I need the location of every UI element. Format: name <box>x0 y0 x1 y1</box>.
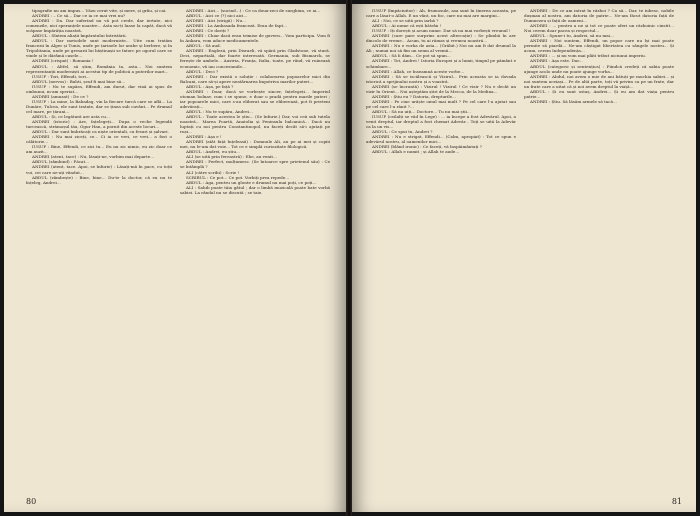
dialogue-paragraph: ANDREI : Știu eu ? Datoria, drepturile... <box>372 93 456 99</box>
dialogue-paragraph: ANDREI : Știu. Să lăsăm armele să tacă... <box>530 98 617 104</box>
dialogue-paragraph: ANDREI (crispat) : Romania ! <box>32 58 94 64</box>
dialogue-paragraph: ANDREI : Da. Dar suferind nu vă pot crede, dar iertate, nici comenzile, nici speranțele noastre... Asta nu-ți luase la capăt, dacă vă scăpase împărăția noastră. <box>26 18 172 34</box>
dialogue-paragraph: ABDUL : Dar metodele sunt moderniste... Uite cum tratăm francezii în Alger și Tunis, unde pe țarinele lor arabe și berbere, și în Tripolitania, unde pe gresarii lui băștinașii se întorc pe ogorul care se vinde și le dărâmă casele... <box>26 38 172 59</box>
dialogue-paragraph: IUSUF : Bine, Effendi, ce zici tu... Eu nu zic nimic, eu zic doar ce am auzit... <box>26 144 172 155</box>
dialogue-paragraph: ALI : Sahib poate tăia gâtul ; dar o limbă muzicală poate bate vorbă sabiei. La rândul nu se discută ; se taie. <box>180 184 330 195</box>
dialogue-paragraph: IUSUF : Iți dorești și acum nume. Dar să nu mai vorbești vreunul ! <box>372 28 511 34</box>
left-page-column-2 <box>180 8 330 486</box>
dialogue-paragraph: ANDREI : Nu e strigat, Effendi... (Calm, apropiat) : Tot ce spun e adevărul nostru, al oamenilor mici... <box>366 134 516 145</box>
dialogue-paragraph: ABDUL : Să nu uiți... Doctore... Tu nu mai știi... <box>372 108 471 114</box>
dialogue-paragraph: ANDREI : Să se iscălească și Vizirul... Prin aceasta se ia dovada istorică a sprijinului nostru și a voastră. <box>366 73 516 84</box>
dialogue-paragraph: ABDUL : Să aud. <box>186 43 221 49</box>
dialogue-paragraph: ABDUL : Ce spui tu, Andrei ? <box>372 129 433 135</box>
dialogue-paragraph: ABDUL (categoric și sentențios) : Fiindcă credeți că sabia poate ajunge acolo unde nu poate ajunge vorba... <box>524 63 674 74</box>
dialogue-paragraph: ANDREI (atent, tace. Apoi, se înfurie) : Lăsați-mă în pace, cu toții voi, cei care ne-ați vândut... <box>26 164 172 175</box>
dialogue-paragraph: ANDREI (atât față înțeleasă) : Domnule Ali, au pe ai mei și copiii mei, nu le-am dat voie... Tot ce e simplă curiozitate filologică. <box>180 139 330 150</box>
left-page <box>4 4 346 512</box>
dialogue-paragraph: ANDREI : Așa este. Dar... <box>530 58 583 64</box>
dialogue-paragraph: ABDUL : Sîntem aliații împăratului întristării. <box>32 33 127 39</box>
left-page-column-1 <box>26 8 172 486</box>
dialogue-paragraph: ANDREI (blând ironic) : Ce faceți, vă înspăimântați ? <box>372 144 482 150</box>
dialogue-paragraph: ABDUL : Deci ? <box>186 68 219 74</box>
dialogue-paragraph: ANDREI : Așa e ! <box>186 134 222 140</box>
dialogue-paragraph: ALI : Noi, ce se uită prin iarbă ? <box>372 18 439 24</box>
dialogue-paragraph: ANDREI (care pare surprins acest altercație) : Se plimbă în aer dincolo de vreme... Acum, tu ai rămas și vremea noastră... <box>366 33 516 44</box>
dialogue-paragraph: ABDUL : Ai nume că ești bătrân ! <box>372 23 442 29</box>
dialogue-paragraph: ABDUL (zâmbind) : Păcat... <box>32 159 90 165</box>
dialogue-paragraph: IUSUF : La mine, la Babadag, vin la fiecare turcă care se află... La Dunăre, Tulcea, ele sunt tratate, dar se ținea sub cuvânt... Pe drumul cel mare, pe țărani... <box>26 98 172 114</box>
dialogue-paragraph: ANDREI (amuzat) : De ce ? <box>32 93 89 99</box>
dialogue-paragraph: ABDUL : Aici ce (?) nici aici... <box>186 13 248 19</box>
dialogue-paragraph: ANDREI : Noi suntem, Effendi, un popor care nu își mai poate permite să piardă... Ne-am câștigat libertatea cu sângele nostru... Și acum, cerem Independența... <box>524 38 674 54</box>
dialogue-paragraph: SCRIBUL : Ce pot... Ce pot. Vorbiți prea repede... <box>186 174 290 180</box>
dialogue-paragraph: ALI (către scribi) : Scrie ! <box>186 169 240 175</box>
dialogue-paragraph: ANDREI : ... și nu vom mai plăti tribut niciunui imperiu. <box>530 53 647 59</box>
dialogue-paragraph: ANDREI : Aici... (sucind...) : Ce ca doua-zeci de surghiun, ce ai... <box>186 8 321 13</box>
right-page-number: 81 <box>671 497 682 506</box>
dialogue-paragraph: ANDREI : De ce am intrat în război ? Ca să... Dar, te iubesc, nobile dușman al nostru, am datoria de patrie... Ne-am făcut datoria față de Dumnezeu și față de oameni... <box>524 8 674 24</box>
dialogue-paragraph: ABDUL : Așa, pe față ? <box>186 83 234 89</box>
right-page-column-1 <box>366 8 516 486</box>
dialogue-paragraph: IUSUF (ceilalți se văd în Lege) : ... ia începe a fost Adevărul. Apoi, a venit dreptul, iar dreptul a fost chemat Adevăr... Toți se uită la Adevăr ca la un vis... <box>366 113 516 130</box>
dialogue-paragraph: IUSUF : Nu te supăra, Effendi, am durut, dar vină ai spus de oinbunui, m-am speriat... <box>26 83 172 94</box>
dialogue-paragraph: ANDREI : Nu mai ziceți, ce... Ci ia ce vrei, ce vrei... a fost o călătorie... <box>26 134 172 145</box>
dialogue-paragraph: ABDUL : Și, ce legătură are asta cu... <box>32 113 110 119</box>
dialogue-paragraph: ABDUL : Andrei, eu știu... <box>186 149 240 155</box>
dialogue-paragraph: ABDUL (nervos) : Bahti, șeuf fi mai bine să... <box>32 78 126 84</box>
dialogue-paragraph: ANDREI : Ce doriți ? <box>186 28 230 34</box>
dialogue-paragraph: ABDUL : Să îi dăm... Ce pot să spun... <box>372 53 451 59</box>
dialogue-paragraph: ABDUL : Aga, pentru un glonte e drumul nu mai poți, ce poți... <box>186 179 317 185</box>
dialogue-paragraph: ANDREI : Allah, ce înseamnă aceste vorbe... <box>372 68 465 74</box>
dialogue-paragraph: ANDREI : Aici (strigă) : Nu... <box>186 18 247 24</box>
dialogue-paragraph: ABDUL (zâmbește) : Bine, bine... Du-te la doctor, că eu nu te înțeleg, Andrei... <box>26 174 172 185</box>
dialogue-paragraph: ANDREI : Nu e vorba de asta... (Grăbit.) Noi nu am fi dat drumul la Ali ; numai noi să fim un semn al vremii... <box>366 43 516 54</box>
dialogue-paragraph: ANDREI : ... pentru a ne și tot ce poate oferi un războinic cinstit... Noi cerem doar pacea și respectul... <box>524 23 674 34</box>
dialogue-paragraph: IUSUF (împăciuitor) : Ah, frumosule, asa sunt în ținerea aceasta, pe care a lăsat-o Allah. E un vânt, un foc, care nu mai are margini... <box>366 8 516 19</box>
dialogue-paragraph: ANDREI : Chiar dacă erau trimise de guvern... Vom participa. Vom fi în Ankara, vom aduce medicamentele. <box>180 33 330 44</box>
dialogue-paragraph: ABDUL : Și eu sunt ostaș, Andrei... Și eu am dat viața pentru patrie... <box>524 88 674 99</box>
dialogue-paragraph: ANDREI : Abdul, noi avem o mie de ani bătuți pe muchia sabiei... și noi suntem aceiași... Pe de altă parte, toți vă privim ca pe un frate, dar un frate care a uitat că și noi avem dreptul la viață... <box>524 73 674 89</box>
dialogue-paragraph: ANDREI : Englezii, prin Disraeli, vă spără prin Gladstone, vă stură. Deci, nepartială, dar foarte interesată. Germania, sub Bismarck, se ferește de ambele... Austria, Franța, Italia, toate, pe rând, vă ruinează economic, vă iau concesiunile... <box>180 48 330 69</box>
dialogue-paragraph: ANDREI : Pe cine urăște omul mai mult ? Pe cel care l-a ajutat sau pe cel care l-a rănit ?... <box>366 98 516 109</box>
dialogue-paragraph: ANDREI : La Ambasada franceză. Erau de fapt... <box>186 23 288 29</box>
dialogue-paragraph: ANDREI : Perfect, mulțumesc. (Se întoarce spre prietenul său) : Ce se întâmplă ? <box>180 159 330 170</box>
right-page-column-2 <box>524 8 674 486</box>
dialogue-paragraph: ANDREI : Tot, Andrei ! Istoria Europei și a lumii, timpul pe pământ e schimbare... <box>366 58 516 69</box>
dialogue-paragraph: ANDREI (atent, tace) : Nu, lăsați-ne, vorbim mai departe... <box>32 154 155 160</box>
dialogue-paragraph: ALI (se uită prin fereastră) : Ehe, au venit... <box>186 154 277 160</box>
dialogue-paragraph: ABDUL : Toate acestea le știu... (Se înfurie.) Dar, voi ceii sub tutela noastră... Marea Poartă, Anatolia și Peninsula balcanică... Dacă nu luptați cu noi pentru Constantinopol, nu faceți decât să-i ajutați pe ruși... <box>180 113 330 135</box>
dialogue-paragraph: ABDUL : Altfel, să știm, România ta, asta... Noi suntem reprezentanții moderniști ai acestui tip de politică a puterilor mari... <box>26 63 172 74</box>
right-page <box>352 4 696 512</box>
dialogue-paragraph: tipografie nu am impus... Văzu cerut vite, și mere, și grâu, și cai. <box>32 8 167 13</box>
dialogue-paragraph: ABDUL : Allah e numit ; și Allah te aude... <box>372 149 460 155</box>
dialogue-paragraph: ABDUL : Nu te supăra, Andrei... <box>186 108 253 114</box>
dialogue-paragraph: ANDREI (istoric) : Are, înțelegeți... Dupa o veche legendă turcească, strămoșul tău, Ogur Han, a pornit din aceste locuri... <box>26 119 172 130</box>
dialogue-paragraph: ANDREI (se încruntă) : Vizirul ! Vizirul ! Ce vizir ? Nu e decât un vizir în Orient... Noi așteptăm știri de la Mecca, de la Medina... <box>366 83 516 94</box>
dialogue-paragraph: ANDREI : Doar, dacă se vorbește sincer, înțelegeți... Imperiul otoman bolnav, cum i se spune, e doar o pradă pentru marile puteri ; iar popoarele mici, care s-au eliberat sau se eliberează, pot fi prieteni adevărați... <box>180 88 330 109</box>
left-page-number: 80 <box>26 497 37 506</box>
dialogue-paragraph: ABDUL : Dar sunt îmbrăcați ca niște orientali, cu fesuri și șalvari. <box>32 129 169 135</box>
dialogue-paragraph: ABDUL : Spune-i tu, Andrei, să nu mai... <box>530 33 614 39</box>
dialogue-paragraph: ANDREI : – Ce să... Dar ce ia ce mai vrei nu? <box>32 13 126 19</box>
dialogue-paragraph: ANDREI : Dar există o soluție : colaborarea popoarelor mici din Balcani, care să-și apere neatârnarea împotriva marilor puteri... <box>180 73 330 84</box>
dialogue-paragraph: IUSUF : Tori, Effendi, tori... <box>32 73 90 79</box>
